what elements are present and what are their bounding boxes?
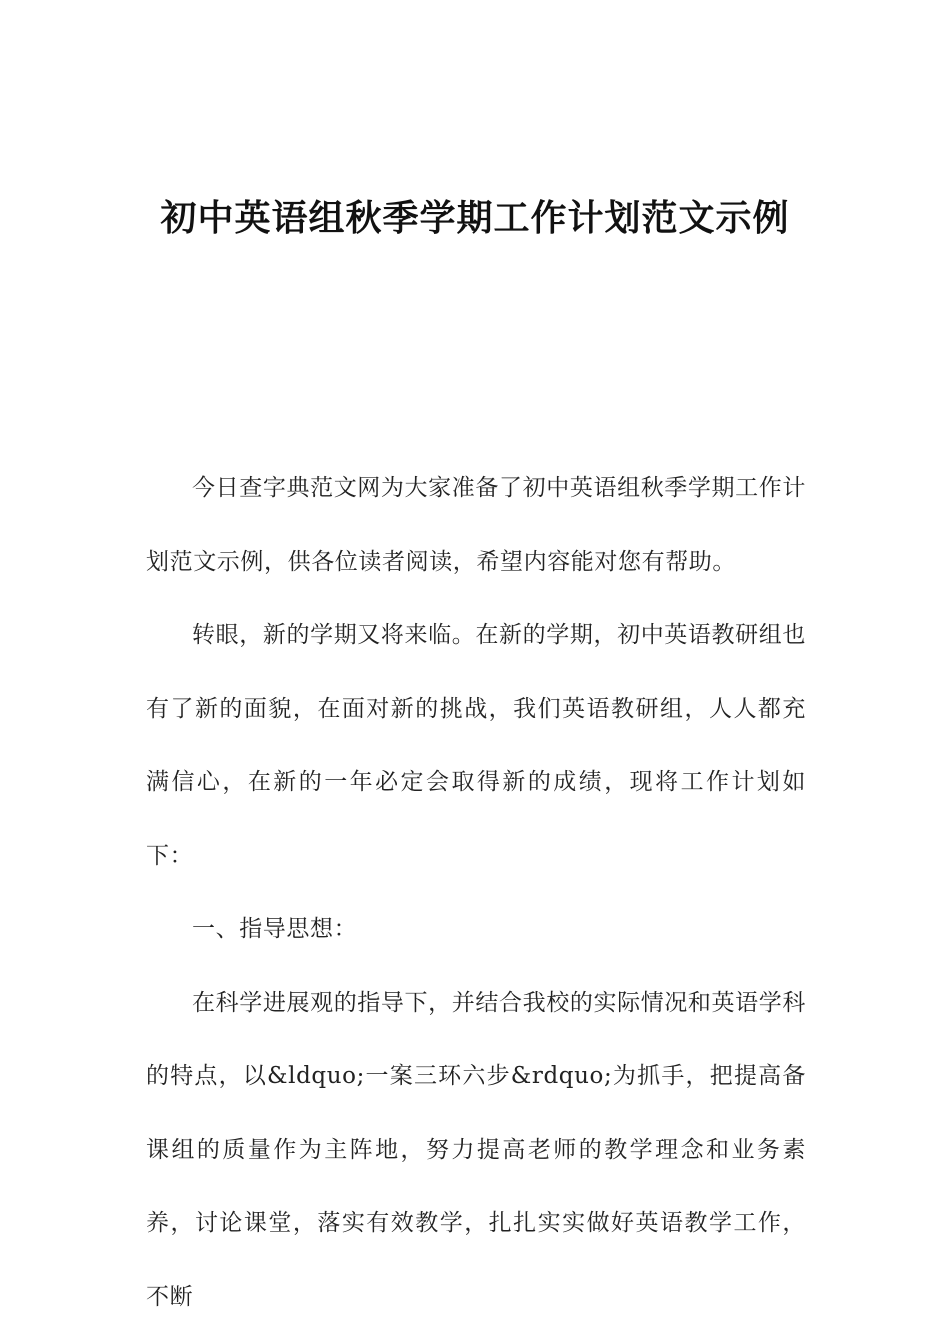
section-heading-guiding-ideology: 一、指导思想： [192, 916, 358, 942]
document-body [146, 452, 806, 1334]
paragraph-guiding-ideology: 在科学进展观的指导下，并结合我校的实际情况和英语学科的特点，以&ldquo;一案三环六步&rdquo;为抓手，把提高备课组的质量作为主阵地，努力提高老师的教学理念和业务素养，讨论课堂，落实有效教学，扎扎实实做好英语教学工作，不断 [146, 989, 806, 1310]
paragraph-intro: 今日查字典范文网为大家准备了初中英语组秋季学期工作计划范文示例，供各位读者阅读，希望内容能对您有帮助。 [146, 475, 806, 575]
document-title: 初中英语组秋季学期工作计划范文示例 [160, 198, 790, 239]
paragraph-opening: 转眼，新的学期又将来临。在新的学期，初中英语教研组也有了新的面貌，在面对新的挑战，我们英语教研组，人人都充满信心，在新的一年必定会取得新的成绩，现将工作计划如下： [146, 622, 806, 869]
